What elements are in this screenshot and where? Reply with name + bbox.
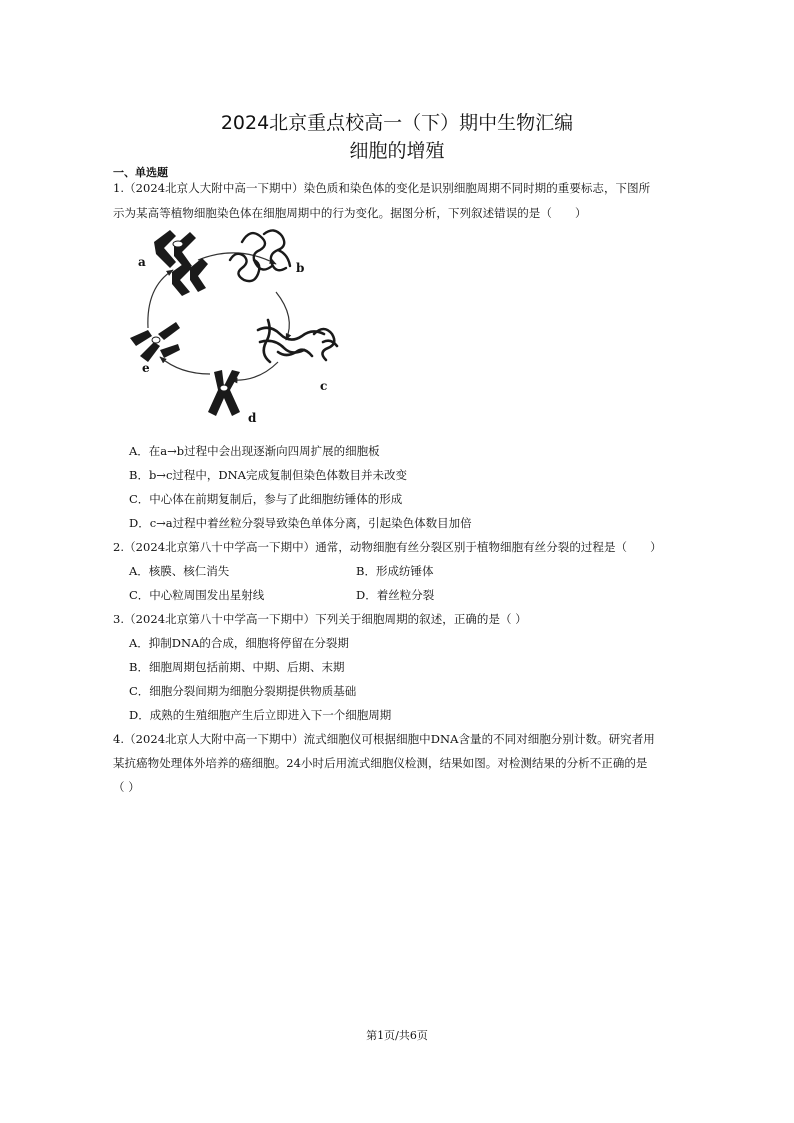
- question-3-stem: 3.（2024北京第八十中学高一下期中）下列关于细胞周期的叙述，正确的是（ ）: [113, 612, 527, 626]
- page-subtitle: 细胞的增殖: [349, 140, 445, 162]
- figure-label-e: e: [142, 361, 150, 375]
- question-2-option-d: D．着丝粒分裂: [356, 588, 435, 602]
- section-heading: 一、单选题: [113, 166, 168, 179]
- chromosome-cycle-figure: [118, 222, 358, 432]
- question-3-option-a: A．抑制DNA的合成，细胞将停留在分裂期: [129, 636, 349, 650]
- chromosome-d: [208, 370, 240, 416]
- question-3-option-b: B．细胞周期包括前期、中期、后期、末期: [129, 660, 345, 674]
- page-title: 2024北京重点校高一（下）期中生物汇编: [220, 112, 574, 134]
- arrow-d-to-e: [160, 357, 210, 374]
- question-3-option-c: C．细胞分裂间期为细胞分裂期提供物质基础: [129, 684, 357, 698]
- chromosome-a: [154, 230, 208, 296]
- figure-label-a: a: [138, 255, 146, 269]
- question-3-option-d: D．成熟的生殖细胞产生后立即进入下一个细胞周期: [129, 708, 392, 722]
- figure-label-c: c: [320, 379, 328, 393]
- question-1-stem-line-1: 1.（2024北京人大附中高一下期中）染色质和染色体的变化是识别细胞周期不同时期的重要标志，下图所: [113, 181, 651, 195]
- chromatin-b: [230, 230, 290, 281]
- question-2-option-a: A．核膜、核仁消失: [129, 564, 230, 578]
- question-2-option-c: C．中心粒周围发出星射线: [129, 588, 265, 602]
- chromosome-e: [130, 322, 180, 362]
- figure-label-d: d: [248, 411, 257, 425]
- question-1-option-a: A．在a→b过程中会出现逐渐向四周扩展的细胞板: [129, 444, 380, 458]
- question-4-stem-line-1: 4.（2024北京人大附中高一下期中）流式细胞仪可根据细胞中DNA含量的不同对细胞分别计数。研究者用: [113, 732, 655, 746]
- arrow-c-to-d: [231, 362, 278, 380]
- question-1-stem-line-2: 示为某高等植物细胞染色体在细胞周期中的行为变化。据图分析，下列叙述错误的是（ ）: [113, 206, 587, 220]
- page-footer: 第1页/共6页: [366, 1029, 428, 1042]
- question-2-option-b: B．形成纺锤体: [356, 564, 434, 578]
- question-2-stem: 2.（2024北京第八十中学高一下期中）通常，动物细胞有丝分裂区别于植物细胞有丝分裂的过程是（ ）: [113, 540, 662, 554]
- question-4-stem-line-3: （ ）: [113, 780, 140, 794]
- question-1-option-c: C．中心体在前期复制后，参与了此细胞纺锤体的形成: [129, 492, 403, 506]
- question-1-option-d: D．c→a过程中着丝粒分裂导致染色单体分离，引起染色体数目加倍: [129, 516, 472, 530]
- chromatin-c: [258, 320, 337, 362]
- arrow-e-to-a: [148, 270, 173, 328]
- figure-label-b: b: [296, 261, 305, 275]
- question-4-stem-line-2: 某抗癌物处理体外培养的癌细胞。24小时后用流式细胞仪检测，结果如图。对检测结果的分析不正确的是: [113, 756, 648, 770]
- question-1-option-b: B．b→c过程中，DNA完成复制但染色体数目并未改变: [129, 468, 407, 482]
